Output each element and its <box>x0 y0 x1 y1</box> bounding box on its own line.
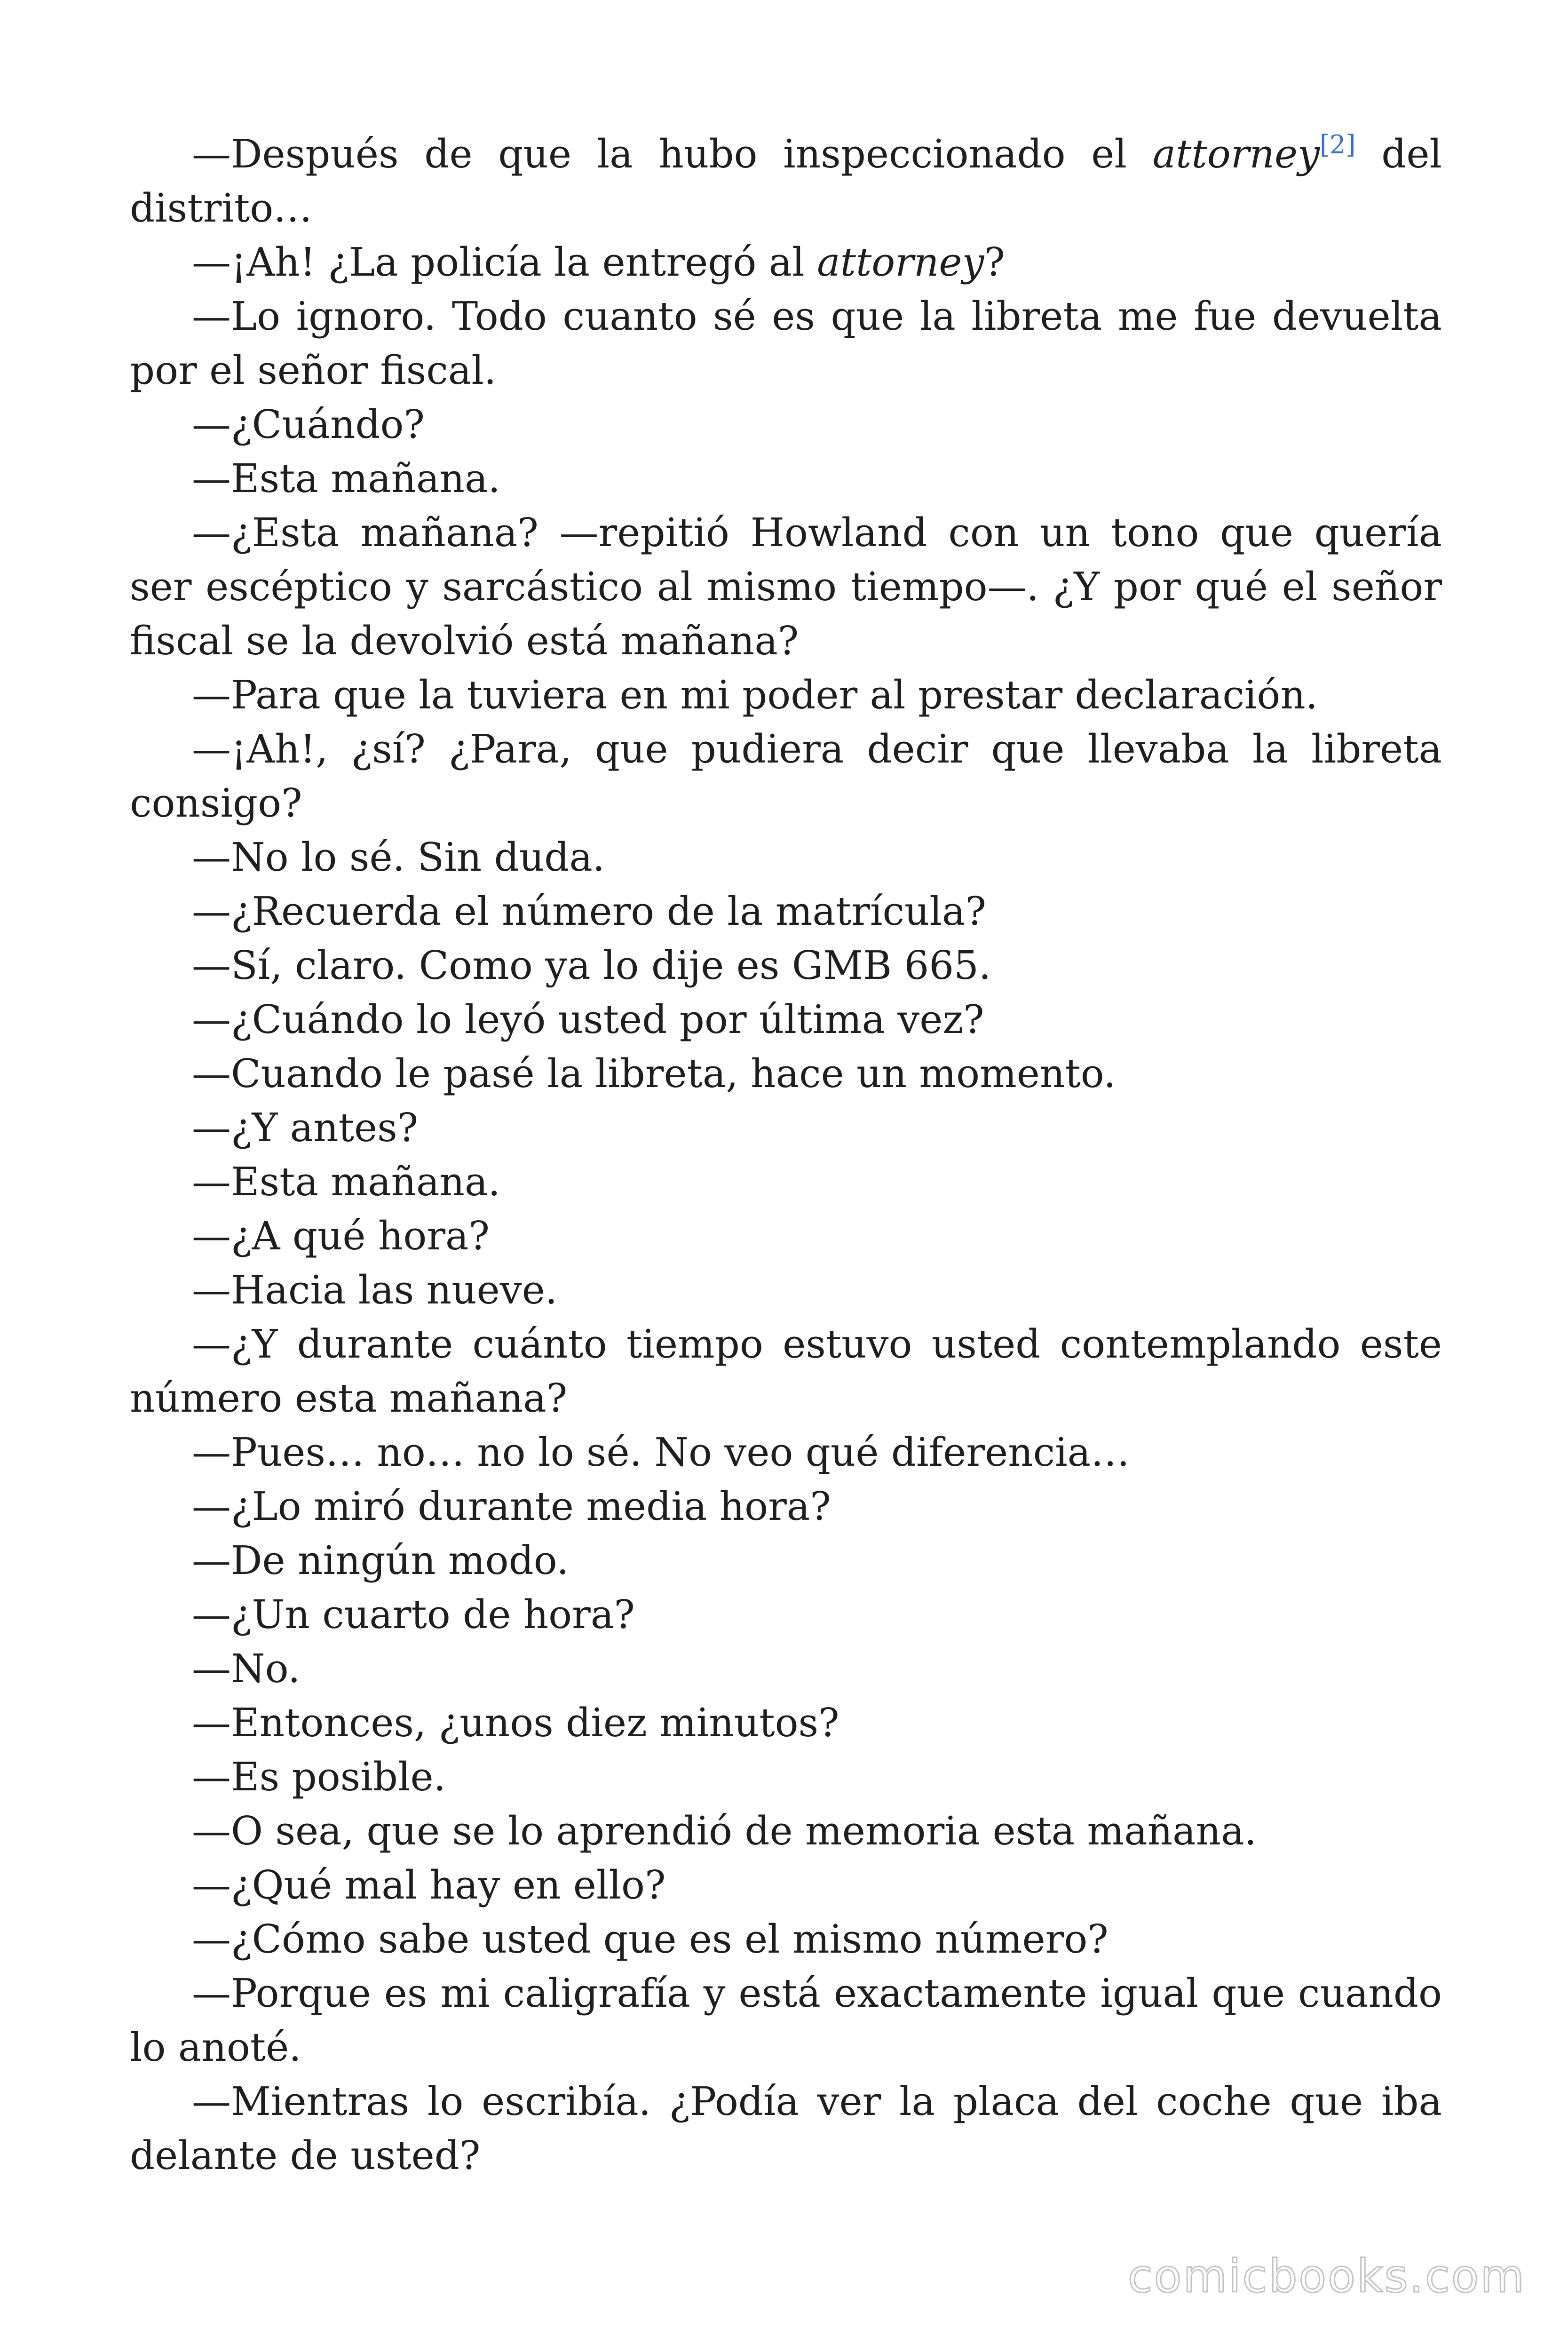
watermark: comicbooks.com <box>1127 2250 1526 2303</box>
paragraph: —¿Y antes? <box>192 1105 419 1151</box>
paragraph: —¡Ah!, ¿sí? ¿Para, que pudiera decir que llevaba la libreta consigo? <box>130 726 1442 826</box>
paragraph: —No. <box>192 1646 301 1692</box>
paragraph: —No lo sé. Sin duda. <box>192 834 605 880</box>
paragraph: —Para que la tuviera en mi poder al prestar declaración. <box>192 672 1318 718</box>
italic-term: attorney <box>817 239 984 285</box>
paragraph: —¿Y durante cuánto tiempo estuvo usted contemplando este número esta mañana? <box>130 1321 1442 1421</box>
paragraph: —Cuando le pasé la libreta, hace un momento. <box>192 1051 1116 1097</box>
paragraph: —Hacia las nueve. <box>192 1267 558 1313</box>
paragraph: —Esta mañana. <box>192 456 500 501</box>
paragraph: —Lo ignoro. Todo cuanto sé es que la libreta me fue devuelta por el señor fiscal. <box>130 294 1442 393</box>
page-body <box>130 127 1442 2183</box>
footnote-link[interactable]: [2] <box>1319 130 1356 159</box>
paragraph: —¿Esta mañana? —repitió Howland con un tono que quería ser escéptico y sarcástico al mismo tiempo—. ¿Y por qué el señor fiscal se la devolvió está mañana? <box>130 510 1442 664</box>
paragraph: —Es posible. <box>192 1754 446 1800</box>
paragraph: —¿Recuerda el número de la matrícula? <box>192 889 986 934</box>
paragraph: —¿Qué mal hay en ello? <box>192 1862 666 1908</box>
paragraph: —Pues… no… no lo sé. No veo qué diferencia… <box>192 1430 1130 1475</box>
paragraph: —Esta mañana. <box>192 1159 500 1205</box>
paragraph: —De ningún modo. <box>192 1538 569 1583</box>
paragraph: —Mientras lo escribía. ¿Podía ver la placa del coche que iba delante de usted? <box>130 2079 1442 2178</box>
paragraph: —Porque es mi caligrafía y está exactamente igual que cuando lo anoté. <box>130 1971 1442 2070</box>
italic-term: attorney <box>1152 131 1320 177</box>
paragraph: —¡Ah! ¿La policía la entregó al attorney? <box>192 239 1005 285</box>
paragraph: —O sea, que se lo aprendió de memoria esta mañana. <box>192 1808 1257 1854</box>
paragraph: —Entonces, ¿unos diez minutos? <box>192 1700 839 1746</box>
paragraph: —¿Cuándo lo leyó usted por última vez? <box>192 997 984 1042</box>
paragraph: —¿Cómo sabe usted que es el mismo número? <box>192 1916 1109 1962</box>
paragraph: —¿Cuándo? <box>192 402 425 447</box>
paragraph: —¿Lo miró durante media hora? <box>192 1484 831 1529</box>
paragraph: —¿Un cuarto de hora? <box>192 1592 635 1637</box>
paragraph: —Sí, claro. Como ya lo dije es GMB 665. <box>192 943 991 988</box>
paragraph: —Después de que la hubo inspeccionado el attorney[2] del distrito… <box>130 130 1442 231</box>
paragraph: —¿A qué hora? <box>192 1213 490 1259</box>
